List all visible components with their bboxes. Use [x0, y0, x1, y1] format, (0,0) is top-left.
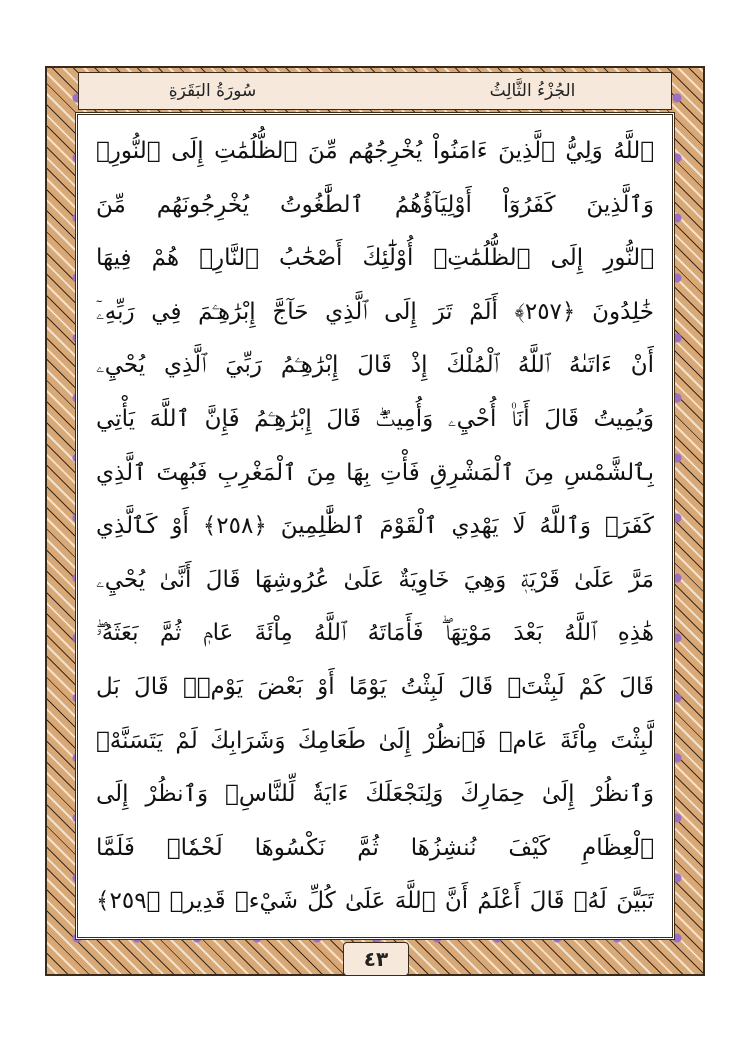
text-line: وَٱنظُرْ إِلَىٰ حِمَارِكَ وَلِنَجْعَلَكَ ءَايَةٗ لِّلنَّاسِۖ وَٱنظُرْ إِلَى [96, 781, 654, 808]
text-line: ٱلْعِظَامِ كَيْفَ نُنشِزُهَا ثُمَّ نَكْسُوهَا لَحْمٗاۚ فَلَمَّا [96, 834, 654, 861]
text-line: بِٱلشَّمْسِ مِنَ ٱلْمَشْرِقِ فَأْتِ بِهَا مِنَ ٱلْمَغْرِبِ فَبُهِتَ ٱلَّذِي [96, 459, 654, 486]
text-line: لَّبِثْتَ مِاْئَةَ عَامٖ فَٱنظُرْ إِلَىٰ طَعَامِكَ وَشَرَابِكَ لَمْ يَتَسَنَّهْۖ [96, 727, 654, 754]
text-line: أَنْ ءَاتَىٰهُ ٱللَّهُ ٱلْمُلْكَ إِذْ قَالَ إِبْرَٰهِـۧمُ رَبِّيَ ٱلَّذِي يُحْيِۦ [96, 352, 654, 379]
text-line: وَيُمِيتُ قَالَ أَنَا۠ أُحْيِۦ وَأُمِيتُۖ قَالَ إِبْرَٰهِـۧمُ فَإِنَّ ٱللَّهَ يَأْتِي [96, 405, 654, 432]
text-line: خَٰلِدُونَ ﴿٢٥٧﴾ أَلَمْ تَرَ إِلَى ٱلَّذِي حَآجَّ إِبْرَٰهِـۧمَ فِي رَبِّهِۦٓ [96, 298, 654, 325]
text-line: ٱللَّهُ وَلِيُّ ٱلَّذِينَ ءَامَنُواْ يُخْرِجُهُم مِّنَ ٱلظُّلُمَٰتِ إِلَى ٱلنُّورِۖ [96, 138, 654, 164]
text-line: مَرَّ عَلَىٰ قَرْيَةٖ وَهِيَ خَاوِيَةٌ عَلَىٰ عُرُوشِهَا قَالَ أَنَّىٰ يُحْيِۦ [96, 566, 654, 593]
verse-lines [96, 125, 654, 929]
surah-label: سُورَةُ البَقَرَةِ [130, 74, 295, 108]
text-line: هَٰذِهِ ٱللَّهُ بَعْدَ مَوْتِهَاۖ فَأَمَاتَهُ ٱللَّهُ مِاْئَةَ عَامٖ ثُمَّ بَعَثَهُۥۖ [96, 620, 654, 647]
text-line: ٱلنُّورِ إِلَى ٱلظُّلُمَٰتِۗ أُوْلَٰٓئِكَ أَصْحَٰبُ ٱلنَّارِۖ هُمْ فِيهَا [96, 245, 654, 272]
page-text-area [75, 112, 675, 940]
juz-label: الجُزْءُ الثَّالِثُ [455, 74, 610, 108]
text-line: تَبَيَّنَ لَهُۥ قَالَ أَعْلَمُ أَنَّ ٱللَّهَ عَلَىٰ كُلِّ شَيْءٖ قَدِيرٞ ﴿٢٥٩﴾ [96, 888, 654, 915]
text-line: وَٱلَّذِينَ كَفَرُوٓاْ أَوْلِيَآؤُهُمُ ٱلطَّٰغُوتُ يُخْرِجُونَهُم مِّنَ [96, 191, 654, 218]
page-number: ٤٣ [343, 942, 409, 976]
text-line: كَفَرَۗ وَٱللَّهُ لَا يَهْدِي ٱلْقَوْمَ ٱلظَّٰلِمِينَ ﴿٢٥٨﴾ أَوْ كَٱلَّذِي [96, 513, 654, 540]
text-line: قَالَ كَمْ لَبِثْتَۖ قَالَ لَبِثْتُ يَوْمًا أَوْ بَعْضَ يَوْمٖۖ قَالَ بَل [96, 673, 654, 700]
